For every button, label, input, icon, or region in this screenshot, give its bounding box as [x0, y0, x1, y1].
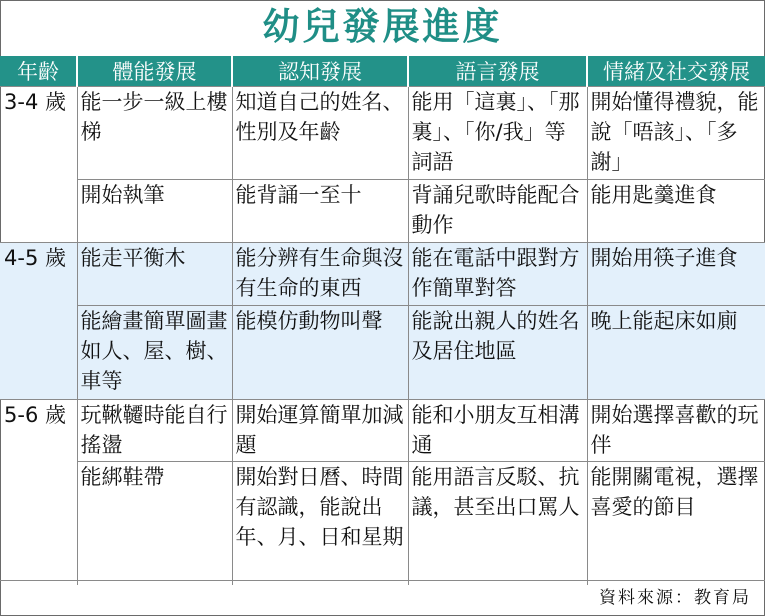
development-table: [0, 56, 765, 585]
page-title: 幼兒發展進度: [262, 5, 503, 48]
social-cell: 開始選擇喜歡的玩伴: [587, 400, 765, 462]
language-cell: 背誦兒歌時能配合動作: [408, 180, 587, 243]
social-cell: 能開關電視，選擇喜愛的節目: [587, 462, 765, 585]
cognitive-cell: 能背誦一至十: [232, 180, 408, 243]
physical-cell: 玩鞦韆時能自行搖盪: [77, 400, 232, 462]
cognitive-cell: 能模仿動物叫聲: [232, 306, 408, 400]
table-row: [0, 87, 765, 180]
physical-cell: 能一步一級上樓梯: [77, 87, 232, 180]
language-cell: 能和小朋友互相溝通: [408, 400, 587, 462]
language-cell: 能說出親人的姓名及居住地區: [408, 306, 587, 400]
physical-cell: 能走平衡木: [77, 243, 232, 306]
header-language: 語言發展: [408, 56, 587, 87]
age-cell: 4-5 歲: [0, 243, 77, 400]
social-cell: 開始用筷子進食: [587, 243, 765, 306]
social-cell: 能用匙羹進食: [587, 180, 765, 243]
age-cell: 5-6 歲: [0, 400, 77, 585]
cognitive-cell: 開始運算簡單加減題: [232, 400, 408, 462]
physical-cell: 開始執筆: [77, 180, 232, 243]
source-note: 資料來源：教育局: [599, 588, 751, 608]
cognitive-cell: 知道自己的姓名、性別及年齡: [232, 87, 408, 180]
physical-cell: 能繪畫簡單圖畫如人、屋、樹、車等: [77, 306, 232, 400]
cognitive-cell: 能分辨有生命與沒有生命的東西: [232, 243, 408, 306]
table-row: [0, 180, 765, 243]
header-physical: 體能發展: [77, 56, 232, 87]
social-cell: 晚上能起床如廁: [587, 306, 765, 400]
header-cognitive: 認知發展: [232, 56, 408, 87]
physical-cell: 能綁鞋帶: [77, 462, 232, 585]
language-cell: 能在電話中跟對方作簡單對答: [408, 243, 587, 306]
cognitive-cell: 開始對日曆、時間有認識，能說出年、月、日和星期: [232, 462, 408, 585]
header-row: [0, 56, 765, 87]
table-row: [0, 306, 765, 400]
language-cell: 能用「這裏」、「那裏」、「你/我」等詞語: [408, 87, 587, 180]
age-cell: 3-4 歲: [0, 87, 77, 243]
table-row: [0, 400, 765, 462]
table-row: [0, 243, 765, 306]
table-row: [0, 462, 765, 585]
header-social: 情緒及社交發展: [587, 56, 765, 87]
footer-divider: [0, 580, 765, 581]
header-age: 年齡: [0, 56, 77, 87]
social-cell: 開始懂得禮貌，能說「唔該」、「多謝」: [587, 87, 765, 180]
language-cell: 能用語言反駁、抗議，甚至出口罵人: [408, 462, 587, 585]
